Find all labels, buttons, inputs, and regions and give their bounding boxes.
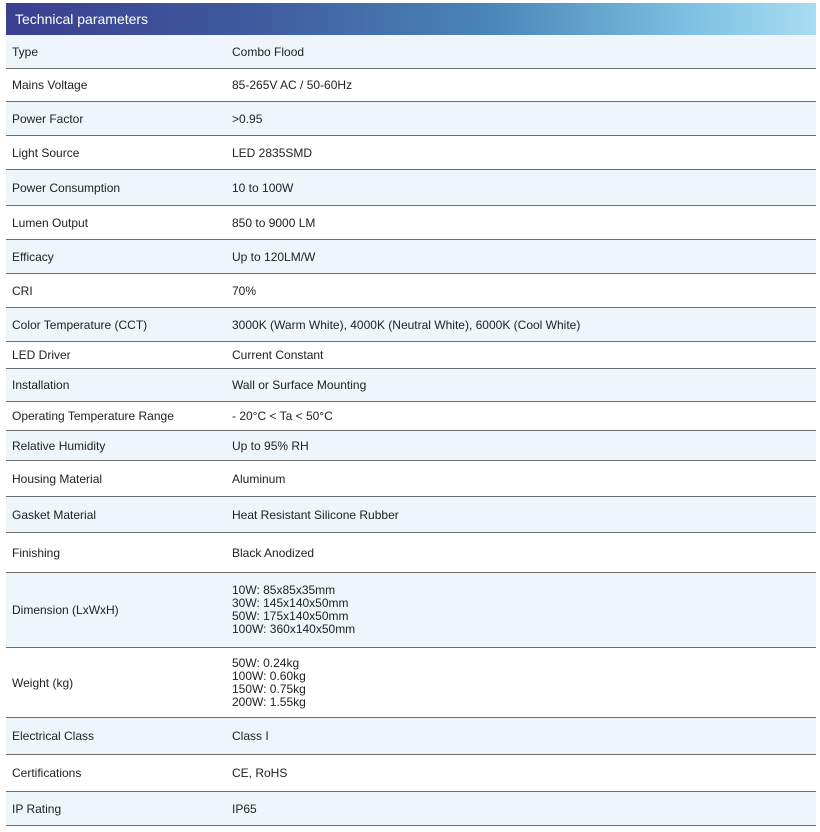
row-value: Class I [232, 729, 269, 743]
row-label: Certifications [12, 766, 82, 780]
row-value: 85-265V AC / 50-60Hz [232, 78, 353, 92]
row-label: Operating Temperature Range [12, 409, 174, 423]
row-label: Type [12, 44, 39, 59]
row-value-lines [232, 657, 306, 709]
table-row [6, 791, 816, 825]
table-row [6, 35, 816, 68]
row-value: Wall or Surface Mounting [232, 378, 367, 392]
row-label: CRI [12, 283, 33, 298]
row-label: IP Rating [12, 801, 62, 816]
row-value-line: 200W: 1.55kg [232, 694, 306, 709]
table-row [6, 101, 816, 135]
table-row [6, 273, 816, 307]
table-row [6, 532, 816, 572]
row-label: Finishing [12, 545, 61, 560]
row-label: Relative Humidity [12, 438, 106, 453]
row-label: Electrical Class [12, 729, 95, 743]
row-label: Efficacy [12, 249, 54, 264]
table-row [6, 496, 816, 532]
table-row [6, 717, 816, 754]
section-title: Technical parameters [6, 3, 816, 35]
row-value: IP65 [232, 801, 257, 816]
table-row [6, 572, 816, 647]
row-value: >0.95 [232, 111, 263, 126]
row-value-line: 100W: 360x140x50mm [232, 622, 356, 636]
table-row [6, 135, 816, 169]
row-label: Mains Voltage [12, 78, 88, 92]
row-value: 10 to 100W [232, 180, 294, 195]
row-value: 850 to 9000 LM [232, 215, 316, 230]
row-value-line: 30W: 145x140x50mm [232, 596, 349, 610]
table-row [6, 401, 816, 430]
table-row [6, 205, 816, 239]
row-label: Installation [12, 378, 70, 392]
row-value: Current Constant [232, 348, 324, 362]
row-label: LED Driver [12, 348, 71, 362]
row-label: Lumen Output [12, 215, 89, 230]
row-value-line: 10W: 85x85x35mm [232, 583, 336, 597]
parameters-table [6, 35, 816, 826]
row-value-lines [232, 584, 355, 636]
table-row [6, 169, 816, 205]
row-label: Light Source [12, 145, 80, 160]
row-value: Heat Resistant Silicone Rubber [232, 507, 399, 522]
row-value-line: 50W: 175x140x50mm [232, 609, 349, 623]
row-label: Power Consumption [12, 180, 121, 195]
table-row [6, 307, 816, 341]
row-value: - 20°C < Ta < 50°C [232, 409, 333, 423]
row-value: CE, RoHS [232, 766, 288, 780]
row-value: LED 2835SMD [232, 145, 313, 160]
row-value: Up to 95% RH [232, 438, 309, 453]
row-value: 3000K (Warm White), 4000K (Neutral White), 6000K (Cool White) [232, 317, 581, 332]
technical-parameters-panel [6, 3, 816, 826]
row-value: 70% [232, 283, 257, 298]
row-label: Housing Material [12, 471, 103, 486]
row-label: Weight (kg) [12, 675, 74, 690]
table-row [6, 460, 816, 496]
table-row [6, 754, 816, 791]
table-row [6, 647, 816, 717]
row-value: Aluminum [232, 471, 286, 486]
row-value: Combo Flood [232, 44, 305, 59]
table-row [6, 430, 816, 460]
row-value: Up to 120LM/W [232, 249, 316, 264]
row-label: Dimension (LxWxH) [12, 603, 119, 617]
row-label: Power Factor [12, 111, 84, 126]
table-row [6, 341, 816, 368]
row-label: Color Temperature (CCT) [12, 317, 148, 332]
row-value-line: 50W: 0.24kg [232, 655, 300, 670]
row-value: Black Anodized [232, 545, 315, 560]
row-label: Gasket Material [12, 507, 97, 522]
table-row [6, 68, 816, 101]
table-row [6, 368, 816, 401]
table-row [6, 239, 816, 273]
row-value-line: 150W: 0.75kg [232, 681, 306, 696]
row-value-line: 100W: 0.60kg [232, 668, 306, 683]
